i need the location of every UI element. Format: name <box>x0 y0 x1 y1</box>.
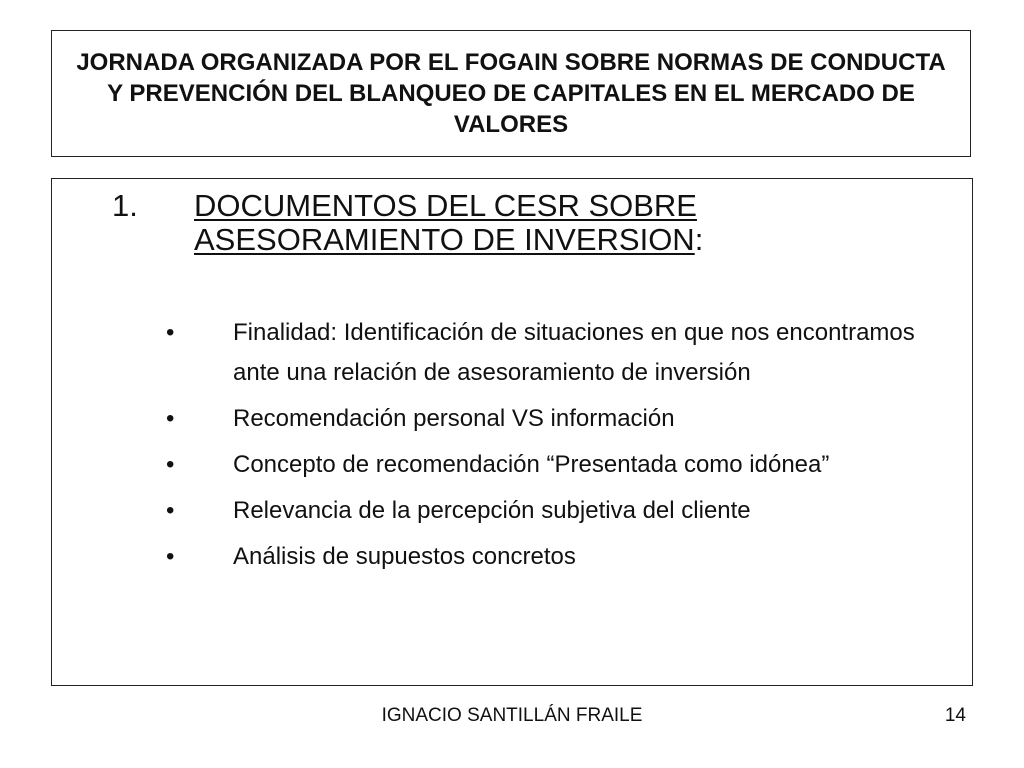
section-heading-colon: : <box>694 222 704 257</box>
list-item <box>166 445 926 485</box>
bullet-icon: • <box>166 497 175 524</box>
bullet-text: Recomendación personal VS información <box>233 405 675 432</box>
list-item <box>166 537 926 577</box>
section-number: 1. <box>112 188 138 223</box>
slide-title: JORNADA ORGANIZADA POR EL FOGAIN SOBRE NORMAS DE CONDUCTA Y PREVENCIÓN DEL BLANQUEO DE CAPITALES EN EL MERCADO DE VALORES <box>76 49 946 138</box>
bullet-icon: • <box>166 319 175 346</box>
footer-author: IGNACIO SANTILLÁN FRAILE <box>381 705 643 726</box>
bullet-text: Concepto de recomendación “Presentada como idónea” <box>233 451 830 478</box>
bullet-icon: • <box>166 451 175 478</box>
bullet-icon: • <box>166 543 175 570</box>
list-item <box>166 313 926 393</box>
list-item <box>166 491 926 531</box>
bullet-icon: • <box>166 405 175 432</box>
bullet-text: Finalidad: Identificación de situaciones en que nos encontramos ante una relación de asesoramiento de inversión <box>233 319 915 386</box>
slide-title-box <box>51 30 971 157</box>
section-heading-text <box>194 189 834 257</box>
slide-content-box <box>51 178 973 686</box>
list-item <box>166 399 926 439</box>
bullet-list <box>166 313 926 583</box>
section-heading-underlined: DOCUMENTOS DEL CESR SOBRE ASESORAMIENTO DE INVERSION <box>194 188 697 257</box>
bullet-text: Análisis de supuestos concretos <box>233 543 576 570</box>
bullet-text: Relevancia de la percepción subjetiva del cliente <box>233 497 751 524</box>
page-number: 14 <box>944 705 966 726</box>
